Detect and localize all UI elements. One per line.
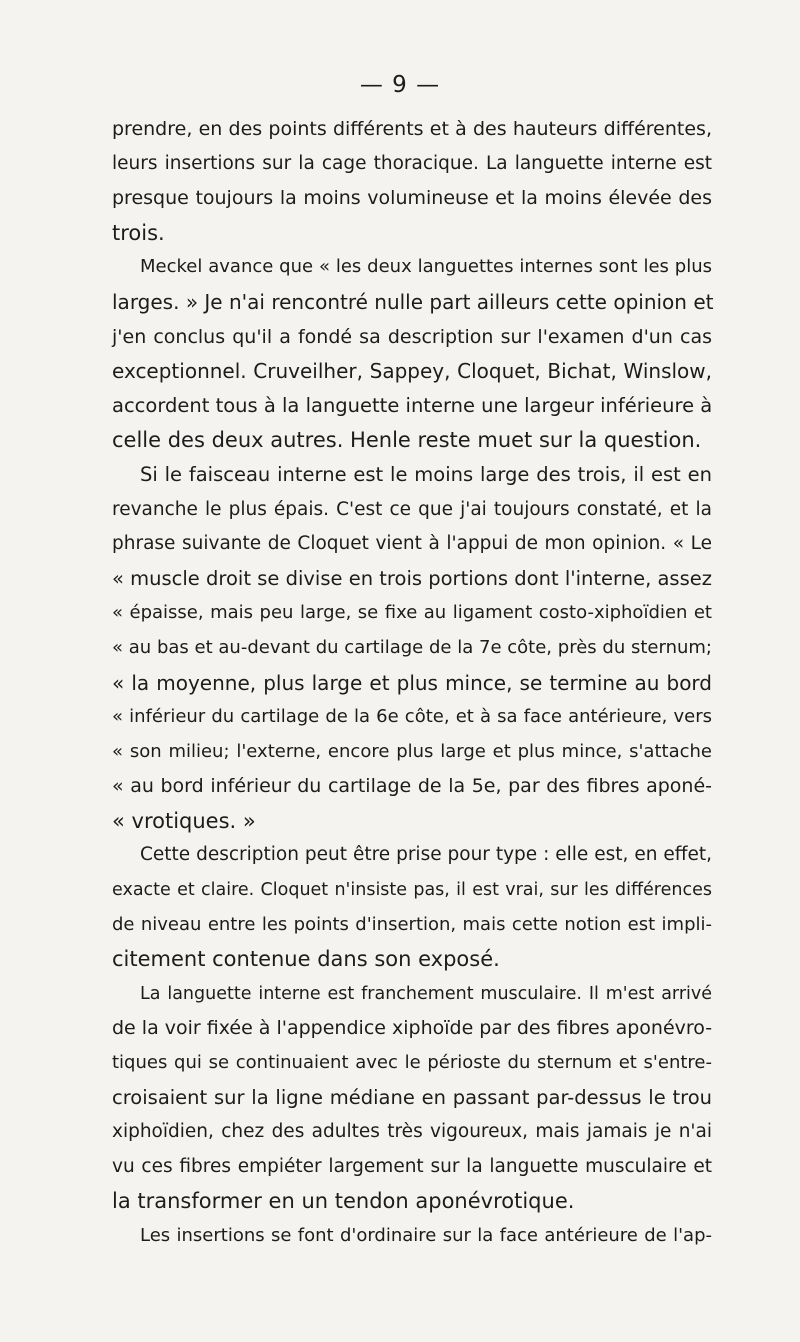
text-line: revanche le plus épais. C'est ce que j'ai toujours constaté, et la: [112, 498, 712, 520]
text-line: prendre, en des points différents et à des hauteurs différentes,: [112, 118, 712, 140]
text-line: tiques qui se continuaient avec le périoste du sternum et s'entre-: [112, 1052, 712, 1074]
quote-line: « épaisse, mais peu large, se fixe au ligament costo-xiphoïdien et: [112, 602, 712, 624]
paragraph-start-line: Cette description peut être prise pour type : elle est, en effet,: [140, 844, 712, 866]
text-line: croisaient sur la ligne médiane en passant par-dessus le trou: [112, 1085, 712, 1109]
quote-line: « vrotiques. »: [112, 808, 256, 833]
text-line: trois.: [112, 220, 165, 245]
quote-line: « son milieu; l'externe, encore plus large et plus mince, s'attache: [112, 740, 712, 762]
text-line: exceptionnel. Cruveilher, Sappey, Cloquet, Bichat, Winslow,: [112, 359, 712, 384]
text-line: la transformer en un tendon aponévrotique.: [112, 1189, 575, 1214]
text-line: vu ces fibres empiéter largement sur la languette musculaire et: [112, 1155, 712, 1177]
text-line: j'en conclus qu'il a fondé sa description sur l'examen d'un cas: [112, 325, 712, 348]
text-line: phrase suivante de Cloquet vient à l'appui de mon opinion. « Le: [112, 533, 712, 555]
paragraph-start-line: La languette interne est franchement musculaire. Il m'est arrivé: [140, 983, 712, 1004]
page-number: — 9 —: [359, 72, 441, 98]
paragraph-start-line: Meckel avance que « les deux languettes internes sont les plus: [140, 256, 712, 278]
text-line: citement contenue dans son exposé.: [112, 947, 500, 972]
quote-line: « la moyenne, plus large et plus mince, se termine au bord: [112, 670, 712, 695]
quote-line: « muscle droit se divise en trois portions dont l'interne, assez: [112, 566, 712, 590]
text-line: de la voir fixée à l'appendice xiphoïde par des fibres aponévro-: [112, 1017, 713, 1040]
text-line: celle des deux autres. Henle reste muet sur la question.: [112, 428, 702, 453]
text-line: accordent tous à la languette interne une largeur inférieure à: [112, 393, 713, 417]
text-line: larges. » Je n'ai rencontré nulle part ailleurs cette opinion et: [112, 289, 714, 314]
body-text: [112, 112, 712, 1254]
quote-line: « inférieur du cartilage de la 6e côte, et à sa face antérieure, vers: [112, 706, 712, 728]
quote-line: « au bord inférieur du cartilage de la 5e, par des fibres aponé-: [112, 775, 712, 798]
text-line: de niveau entre les points d'insertion, mais cette notion est impli-: [112, 913, 712, 935]
text-line: leurs insertions sur la cage thoracique. La languette interne est: [112, 152, 712, 174]
paragraph-start-line: Si le faisceau interne est le moins large des trois, il est en: [140, 462, 712, 486]
text-line: presque toujours la moins volumineuse et la moins élevée des: [112, 187, 712, 210]
text-line: exacte et claire. Cloquet n'insiste pas, il est vrai, sur les différences: [112, 880, 712, 901]
quote-line: « au bas et au-devant du cartilage de la 7e côte, près du sternum;: [112, 636, 712, 658]
paragraph-start-line: Les insertions se font d'ordinaire sur la face antérieure de l'ap-: [140, 1225, 712, 1246]
text-line: xiphoïdien, chez des adultes très vigoureux, mais jamais je n'ai: [112, 1121, 712, 1143]
